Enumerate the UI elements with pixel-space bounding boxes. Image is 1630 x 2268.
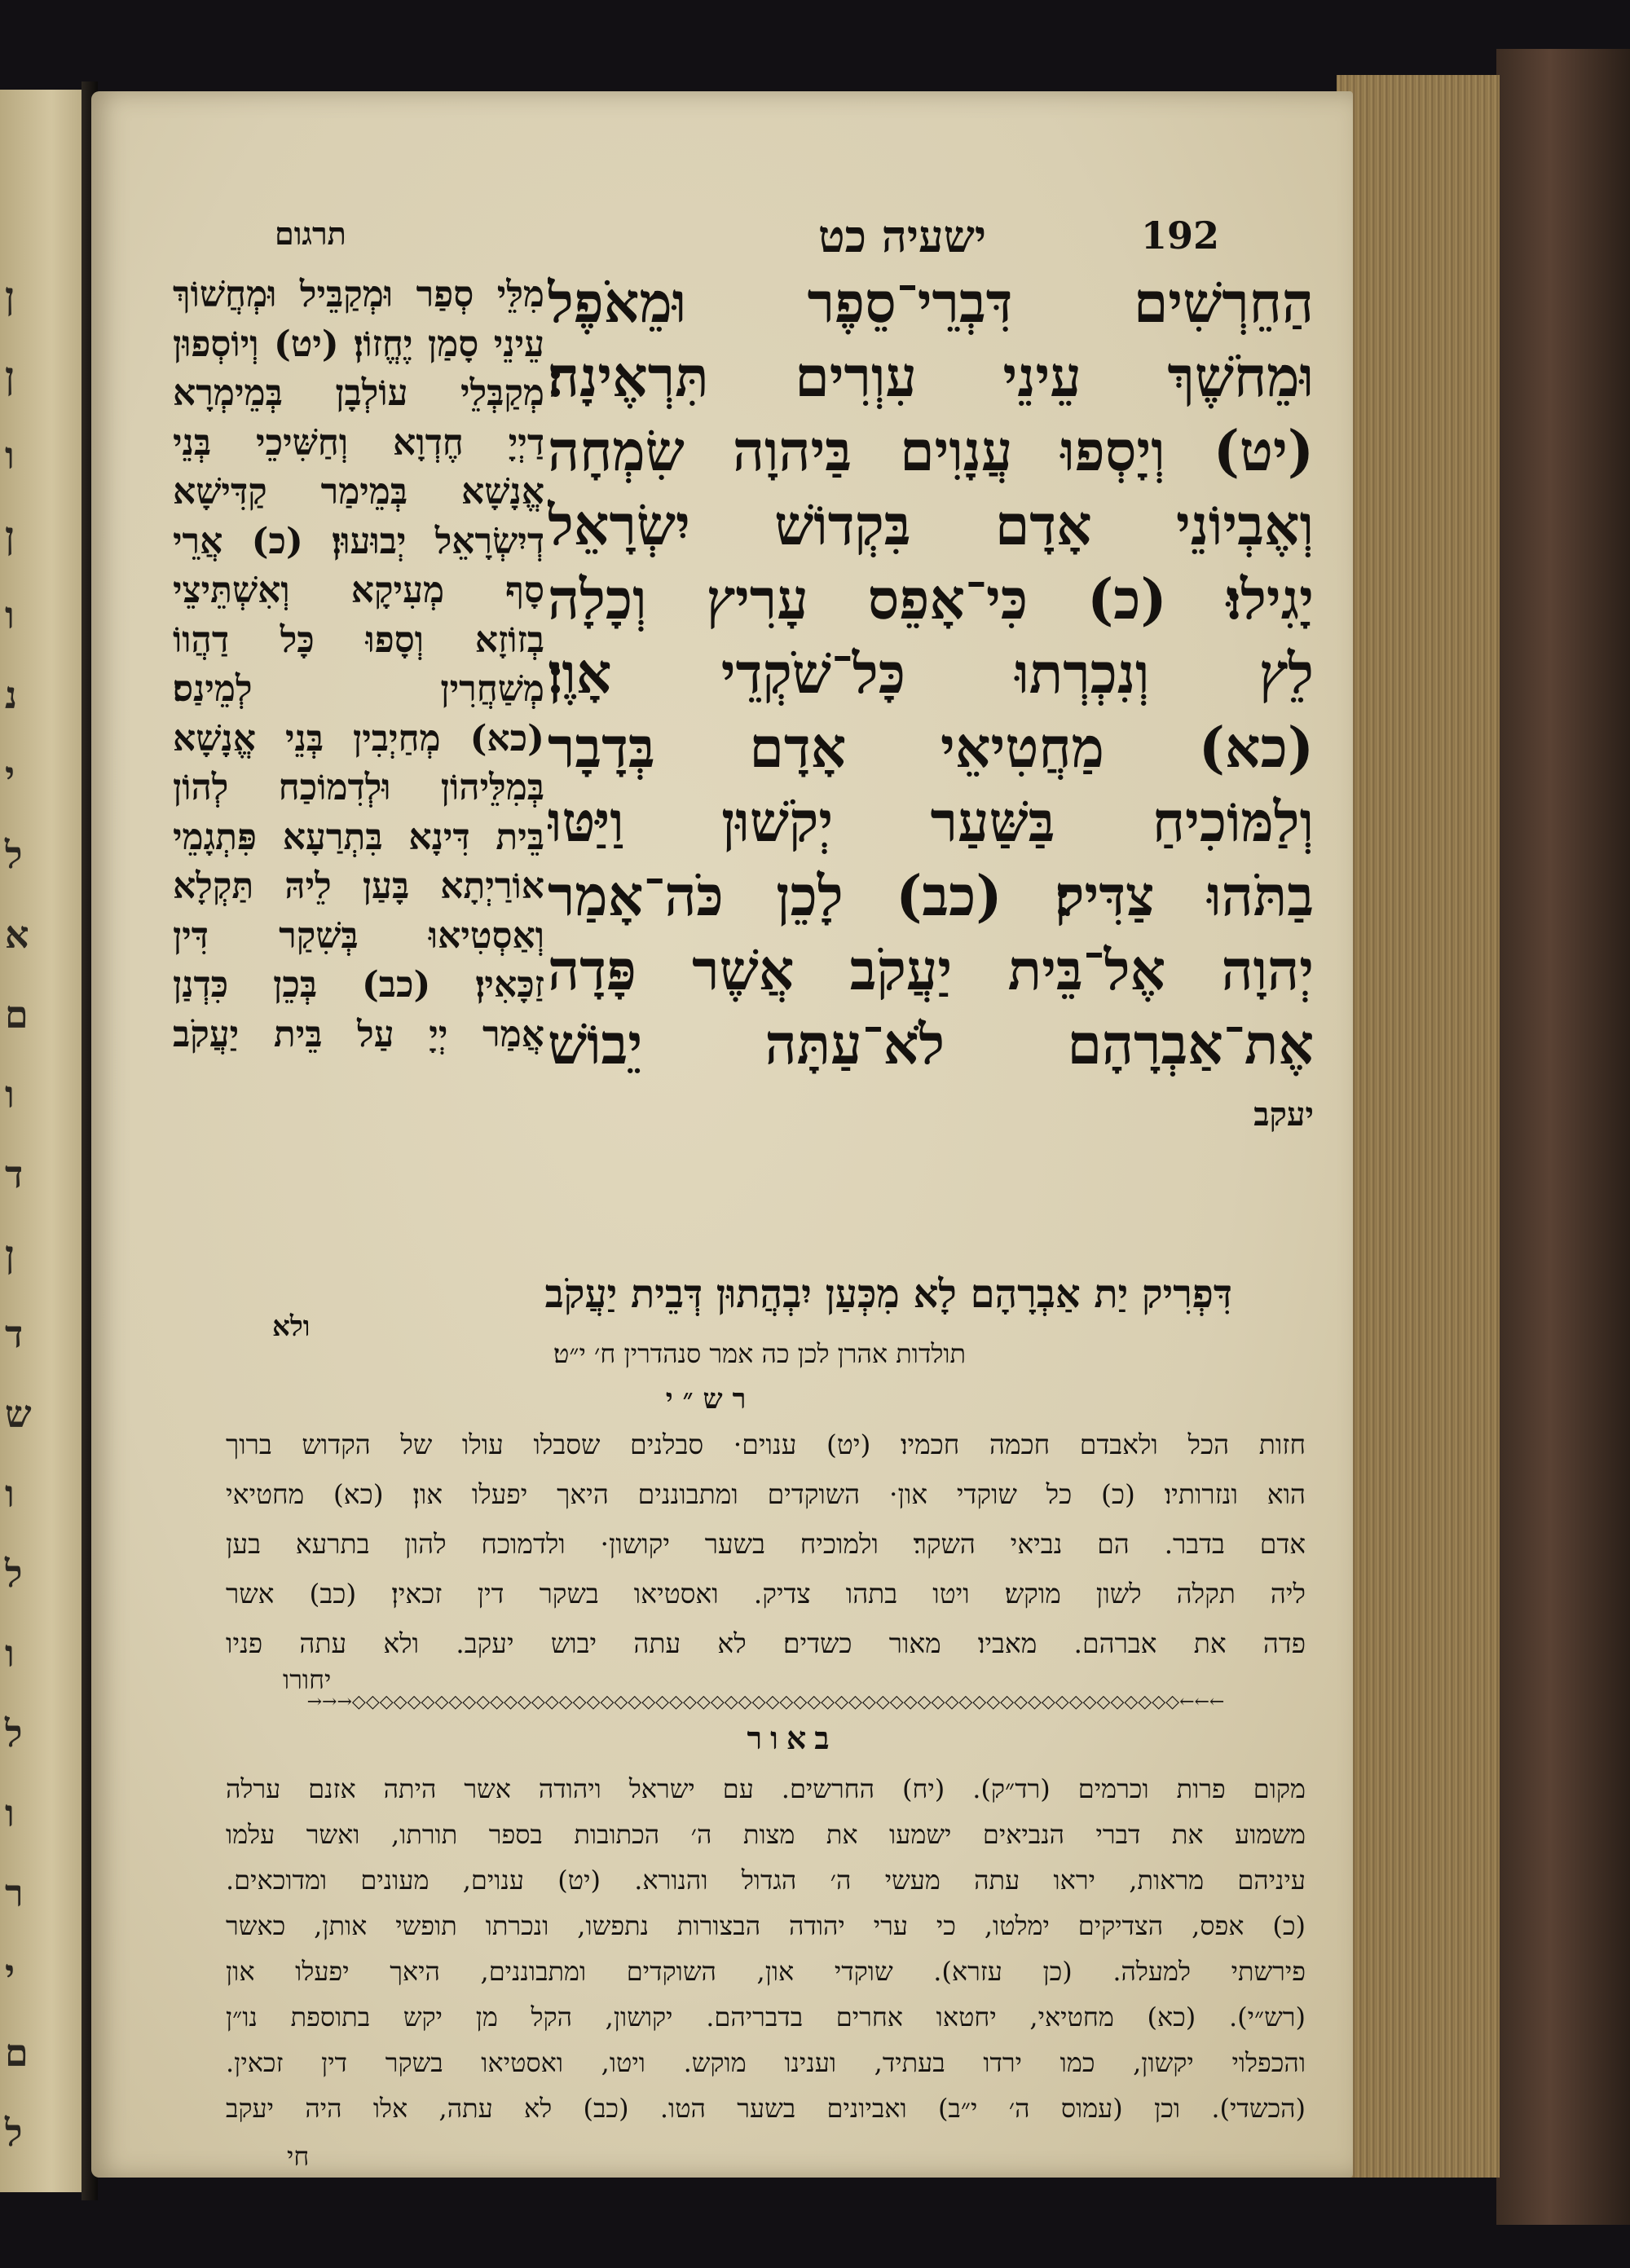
- rashi-line: פדה את אברהם. מאביו׃ מאור כשדים׃ לא עתה יבוש יעקב. ולא עתה פניו: [226, 1627, 1306, 1659]
- facing-page-fragment: ו: [5, 593, 15, 637]
- biur-line: מקום פרות וכרמים (רד״ק). (יח) החרשים. עם ישראל ויהודה אשר היתה אזנם ערלה: [226, 1773, 1306, 1804]
- facing-page-fragment: י: [5, 753, 15, 797]
- facing-page-fragment: ן: [5, 1232, 15, 1276]
- targum-column: [173, 271, 544, 1059]
- facing-page-fragment: ל: [5, 833, 23, 877]
- biur-line: פירשתי למעלה. (כן עזרא). שוקדי און, השוקדים ומתבוננים, היאך יפעלו און: [226, 1956, 1306, 1987]
- targum-line: דַיְיָ חֶדְוָא וְחַשִּׁיכֵי בְּנֵי: [173, 421, 544, 464]
- main-text-line: (יט) וְיָסְפוּ עֲנָוִים בַּיהוָה שִׂמְחָה: [548, 419, 1314, 484]
- biur-line: (הכשדי). וכן (עמוס ה׳ י״ב) ואביונים בשער הטו. (כב) לא עתה, אלו היה יעקב: [226, 2093, 1306, 2124]
- biur-line: עיניהם מראות, יראו עתה מעשי ה׳ הגדול והנורא. (יט) ענוים, מעונים ומדוכאים.: [226, 1865, 1306, 1896]
- facing-page-fragment: ו: [5, 1791, 15, 1835]
- targum-line: מְקַבְּלֵי עוֹלְבָן בְּמֵימְרָא: [173, 372, 544, 414]
- targum-line: בְזוֹזָא וְסָפוּ כָּל דַהֲווֹ: [173, 619, 544, 661]
- main-text-line: בַתֹּהוּ צַדִּיק׃ (כב) לָכֵן כֹּה־אָמַר: [548, 864, 1314, 929]
- facing-page-fragment: ן: [5, 513, 15, 557]
- main-text-line: וּמֵחֹשֶׁךְ עֵינֵי עִוְרִים תִּרְאֶינָה׃: [548, 345, 1314, 410]
- targum-line: דְיִשְׂרָאֵל יְבוּעוּן׃ (כ) אֲרֵי: [173, 520, 544, 562]
- rashi-line: אדם בדבר. הם נביאי השקר׃ ולמוכיח בשער יקושון· ולדמוכח להון בתרעא בען: [226, 1528, 1306, 1560]
- rashi-heading: רש״י: [665, 1383, 756, 1416]
- facing-page-fragment: ו: [5, 1472, 15, 1516]
- targum-line: סָף מְעִיקָא וְאִשְׁתֵּיצֵי: [173, 570, 544, 611]
- facing-page-fragment: ן: [5, 354, 15, 398]
- rashi-line: חזות הכל ולאבדם חכמה חכמיו׃ (יט) ענוים· סבלנים שסבלו עולו של הקדוש ברוך: [226, 1429, 1306, 1460]
- targum-line: וְאַסְטִיאוּ בְּשִׁקַר דִּין: [173, 914, 544, 957]
- targum-line: בֵּית דִּינָא בִּתְרַעָא פִּתְגָמֵי: [173, 816, 544, 858]
- facing-page-edge: [0, 90, 86, 2192]
- source-reference: תולדות אהרן לכן כה אמר סנהדרין ח׳ י״ט׃: [553, 1338, 967, 1369]
- facing-page-fragment: ן: [5, 274, 15, 318]
- targum-line: אֲמַר יְיָ עַל בֵּית יַעֲקֹב: [173, 1013, 544, 1055]
- facing-page-fragment: ו: [5, 1072, 15, 1116]
- facing-page-fragment: ו: [5, 1632, 15, 1676]
- rashi-line: הוא ונזרותיו׃ (כ) כל שוקדי און· השוקדים ומתבוננים היאך יפעלו און׃ (כא) מחטיאי: [226, 1478, 1306, 1510]
- facing-page-fragment: א: [5, 913, 29, 957]
- main-text-line: לֵץ וְנִכְרְתוּ כָּל־שֹׁקְדֵי אָוֶן׃: [548, 641, 1314, 707]
- facing-page-fragment: ל: [5, 1711, 23, 1755]
- targum-line: מְשַׁחֲרִין לְמֵינַס׃: [173, 668, 544, 710]
- running-title: ישעיה כט: [818, 210, 986, 262]
- facing-page-fragment: ם: [5, 993, 29, 1037]
- facing-page-fragment: י: [5, 1951, 15, 1995]
- biur-heading: באור: [747, 1720, 838, 1756]
- facing-page-fragment: ו: [5, 434, 15, 478]
- biur-line: (כ) אפס, הצדיקים ימלטו, כי ערי יהודה הבצורות נתפשו, ונכרתו תופשי אותן, כאשר: [226, 1910, 1306, 1941]
- targum-line: אוֹרַיְתָא בָּעַן לֵיהּ תַּקְלָא: [173, 865, 544, 907]
- biur-commentary: [226, 1766, 1306, 2131]
- page: [91, 91, 1353, 2178]
- targum-heading: תרגום: [275, 215, 346, 252]
- facing-page-fragment: ר: [5, 1871, 24, 1915]
- targum-line: אֱנָשָׁא בְּמֵימַר קַדִּישָׁא: [173, 471, 544, 513]
- main-text-line: יְהוָה אֶל־בֵּית יַעֲקֹב אֲשֶׁר פָּדָה: [548, 938, 1314, 1003]
- page-number: 192: [1141, 214, 1220, 258]
- ornamental-divider: →→→◇◇◇◇◇◇◇◇◇◇◇◇◇◇◇◇◇◇◇◇◇◇◇◇◇◇◇◇◇◇◇◇◇◇◇◇◇◇◇◇◇◇◇◇◇◇◇◇◇◇◇◇◇◇◇◇◇◇◇◇←←←: [306, 1695, 1225, 1710]
- facing-page-fragment: ד: [5, 1312, 24, 1356]
- biur-line: והכפלוי יקשון, כמו ירדו בעתיד, וענינו מוקש. ויטו, ואסטיאו בשקר דין זכאין.: [226, 2047, 1306, 2078]
- facing-page-fragment: ש: [5, 1392, 32, 1436]
- facing-page-fragment: ל: [5, 2111, 23, 2155]
- targum-continuation-line: דִּפְרִיק יַת אַבְרָהָם לָא מִכְּעַן יִבְהֲתוּן דְּבֵית יַעֲקֹב: [544, 1271, 1232, 1317]
- rashi-line: ליה תקלה לשון מוקש׃ ויטו בתהו צדיק. ואסטיאו בשקר דין זכאין׃ (כב) אשר: [226, 1578, 1306, 1610]
- biur-line: משמוע את דברי הנביאים ישמעו את מצות ה׳ הכתובות בספר תורתו, ואשר עלמו: [226, 1819, 1306, 1850]
- main-text-line: אֶת־אַבְרָהָם לֹא־עַתָּה יֵבוֹשׁ: [548, 1012, 1314, 1077]
- main-text-line: יָגִילוּ׃ (כ) כִּי־אָפֵס עָרִיץ וְכָלָה: [548, 567, 1314, 632]
- book-binding: [1496, 49, 1630, 2225]
- facing-page-fragment: ם: [5, 2031, 29, 2075]
- targum-line: (כא) מְחַיְבִין בְּנֵי אֱנָשָׁא: [173, 717, 544, 760]
- targum-line: זַכָּאִין׃ (כב) בְּכֵן כִּדְנַן: [173, 964, 544, 1006]
- facing-page-fragment: ל: [5, 1552, 23, 1596]
- main-text-line: הַחֵרְשִׁים דִּבְרֵי־סֵפֶר וּמֵאֹפֶל: [548, 271, 1314, 336]
- page-fore-edge: [1337, 75, 1500, 2178]
- facing-page-fragment: ד: [5, 1152, 24, 1196]
- rashi-commentary: [226, 1420, 1306, 1668]
- biur-line: (רש״י). (כא) מחטיאי, יחטאו אחרים בדבריהם. יקושון, הקל מן יקש בתוספת נו״ן: [226, 2002, 1306, 2032]
- main-text-line: וְלַמּוֹכִיחַ בַּשַּׁעַר יְקֹשׁוּן וַיַּטּוּ: [548, 790, 1314, 855]
- main-text-column: [548, 266, 1314, 1147]
- targum-line: בְּמִלֵּיהוֹן וּלְדִמוֹכַח לְהוֹן: [173, 767, 544, 808]
- facing-page-fragment: נ: [5, 673, 17, 717]
- rashi-catchword: יחורו: [283, 1664, 332, 1695]
- main-text-line: וְאֶבְיוֹנֵי אָדָם בִּקְדוֹשׁ יִשְׂרָאֵל: [548, 493, 1314, 558]
- targum-line: מִלֵּי סְפַר וּמְקַבֵּיל וּמְחֲשׁוֹךְ: [173, 274, 544, 315]
- targum-line: עֵינֵי סָמַן יֶחֱזוֹן׃ (יט) וְיוֹסְפוּן: [173, 323, 544, 365]
- main-catchword: יעקב: [1253, 1095, 1314, 1134]
- main-text-line: (כא) מַחֲטִיאֵי אָדָם בְּדָבָר: [548, 716, 1314, 781]
- targum-catchword: ולא: [272, 1310, 311, 1343]
- signature-mark: חי: [287, 2141, 310, 2172]
